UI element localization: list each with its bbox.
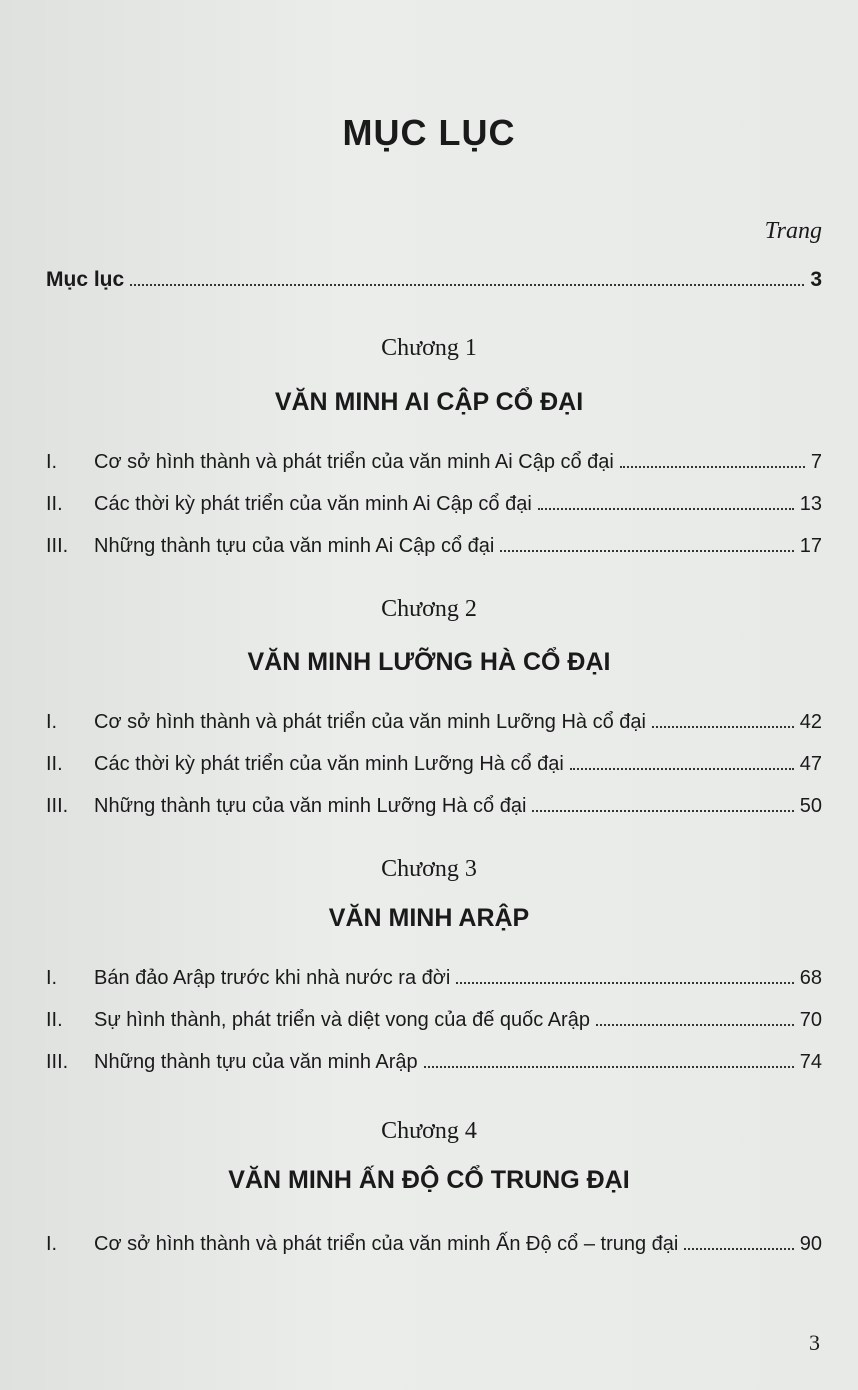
toc-entry-page: 17 — [799, 535, 822, 557]
toc-entry[interactable] — [46, 998, 822, 1032]
toc-entry-text: Các thời kỳ phát triển của văn minh Lưỡng Hà cổ đại — [94, 753, 564, 775]
toc-entry-page: 42 — [799, 711, 822, 733]
chapter-heading: Chương 1 — [381, 335, 477, 361]
toc-entry[interactable] — [46, 784, 822, 818]
toc-entry-page: 47 — [799, 753, 822, 775]
toc-entry-page: 74 — [799, 1051, 822, 1073]
toc-entry[interactable] — [46, 742, 822, 776]
toc-entry[interactable] — [46, 1222, 822, 1256]
toc-entry-text: Sự hình thành, phát triển và diệt vong của đế quốc Arập — [94, 1009, 590, 1031]
toc-entry-page: 13 — [799, 493, 822, 515]
dot-leader — [570, 767, 794, 770]
dot-leader — [424, 1065, 794, 1068]
toc-entry[interactable] — [46, 440, 822, 474]
dot-leader — [684, 1247, 793, 1250]
chapter-heading: Chương 3 — [381, 856, 477, 882]
page-number: 3 — [809, 1330, 820, 1355]
dot-leader — [130, 283, 804, 286]
toc-entry[interactable] — [46, 482, 822, 516]
page-column-label: Trang — [764, 218, 822, 244]
toc-entry-number: I. — [46, 451, 58, 473]
toc-entry-text: Cơ sở hình thành và phát triển của văn minh Lưỡng Hà cổ đại — [94, 711, 646, 733]
toc-entry-text: Cơ sở hình thành và phát triển của văn minh Ai Cập cổ đại — [94, 451, 614, 473]
toc-entry-text: Những thành tựu của văn minh Lưỡng Hà cổ đại — [94, 795, 527, 817]
toc-entry[interactable] — [46, 700, 822, 734]
toc-entry-text: Những thành tựu của văn minh Arập — [94, 1051, 418, 1073]
dot-leader — [456, 981, 793, 984]
dot-leader — [596, 1023, 794, 1026]
chapter-title: VĂN MINH ARẬP — [328, 904, 530, 932]
toc-entry-page: 70 — [799, 1009, 822, 1031]
toc-entry-number: II. — [46, 1009, 63, 1031]
chapter-heading: Chương 4 — [381, 1118, 477, 1144]
dot-leader — [532, 809, 793, 812]
toc-entry-page: 7 — [810, 451, 822, 473]
toc-entry-text: Bán đảo Arập trước khi nhà nước ra đời — [94, 967, 451, 989]
dot-leader — [500, 549, 793, 552]
dot-leader — [538, 507, 794, 510]
toc-entry-number: I. — [46, 1233, 58, 1255]
toc-entry[interactable] — [46, 1040, 822, 1074]
toc-entry-text: Các thời kỳ phát triển của văn minh Ai Cập cổ đại — [94, 493, 532, 515]
toc-entry-number: II. — [46, 753, 63, 775]
toc-entry-text: Những thành tựu của văn minh Ai Cập cổ đại — [94, 535, 495, 557]
dot-leader — [652, 725, 794, 728]
chapter-title: VĂN MINH AI CẬP CỔ ĐẠI — [274, 388, 584, 416]
toc-entry-number: III. — [46, 535, 69, 557]
toc-entry-number: I. — [46, 967, 58, 989]
toc-entry[interactable] — [46, 956, 822, 990]
toc-entry-page: 3 — [810, 268, 822, 291]
toc-entry-page: 90 — [799, 1233, 822, 1255]
toc-entry-text: Cơ sở hình thành và phát triển của văn minh Ấn Độ cổ – trung đại — [94, 1233, 679, 1255]
chapter-title: VĂN MINH ẤN ĐỘ CỔ TRUNG ĐẠI — [228, 1166, 630, 1194]
toc-entry[interactable] — [46, 524, 822, 558]
chapter-heading: Chương 2 — [381, 596, 477, 622]
toc-entry-page: 50 — [799, 795, 822, 817]
dot-leader — [620, 465, 805, 468]
page-title: MỤC LỤC — [342, 112, 516, 153]
toc-entry-number: III. — [46, 1051, 69, 1073]
toc-entry-number: III. — [46, 795, 69, 817]
toc-entry-muc-luc[interactable] — [46, 258, 822, 292]
toc-entry-text: Mục lục — [46, 268, 125, 291]
chapter-title: VĂN MINH LƯỠNG HÀ CỔ ĐẠI — [247, 648, 611, 676]
toc-entry-number: II. — [46, 493, 63, 515]
toc-entry-number: I. — [46, 711, 58, 733]
toc-entry-page: 68 — [799, 967, 822, 989]
